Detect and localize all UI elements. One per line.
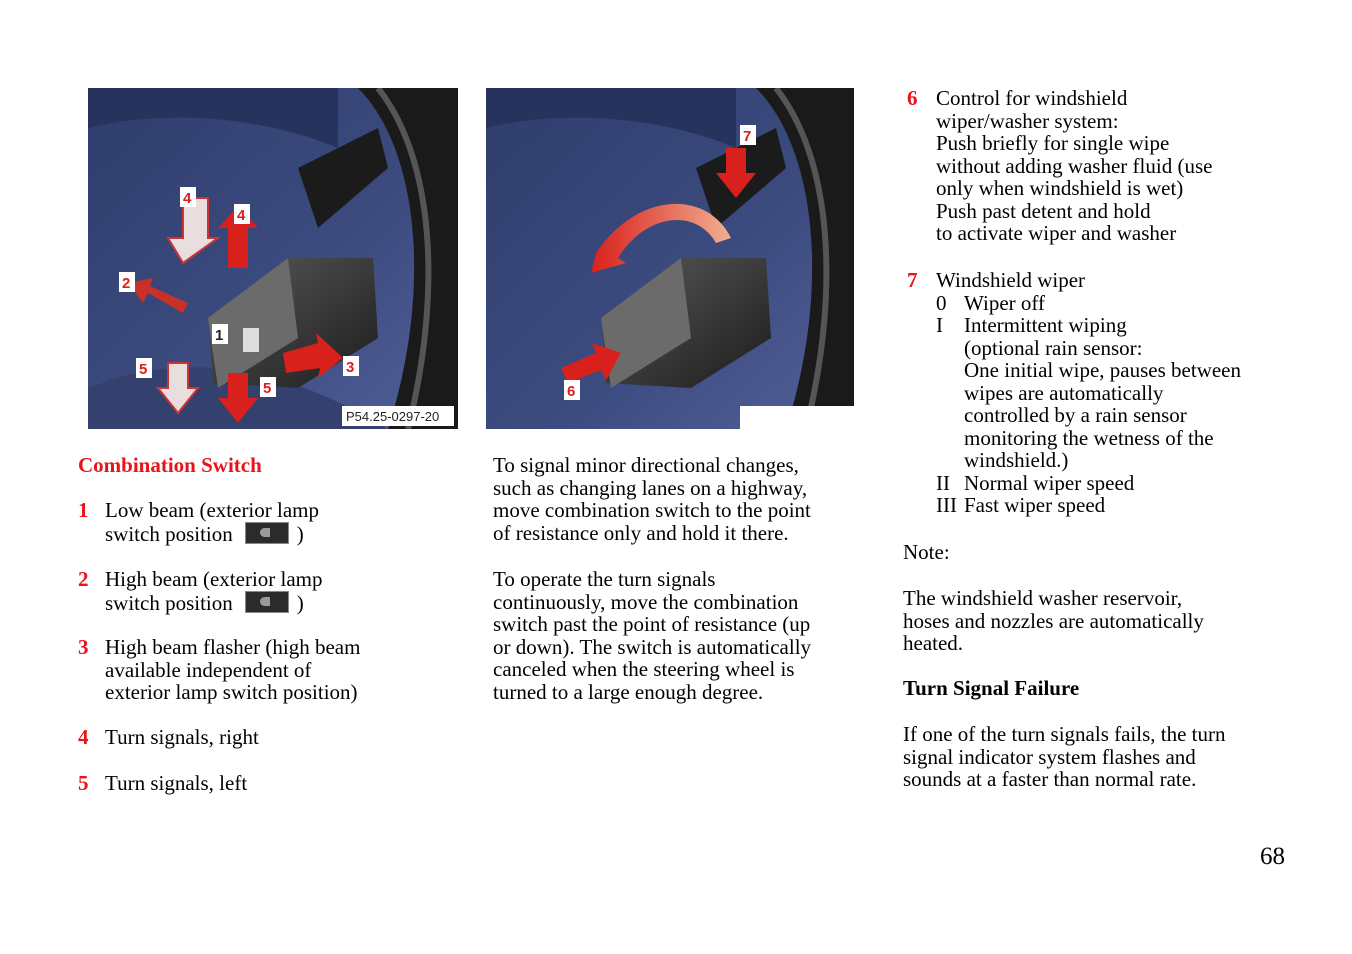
wiper-setting-I: I Intermittent wiping (optional rain sensor: One initial wipe, pauses between wipes are automatically controlled by a rain sensor monitoring the wetness of the windshield.)	[936, 313, 1241, 472]
combination-switch-photo-right	[486, 88, 854, 429]
section-heading: Combination Switch	[78, 453, 262, 477]
callout-3: 3	[346, 359, 355, 376]
callout-5b: 5	[263, 380, 272, 397]
callout-7: 7	[743, 128, 752, 145]
turn-signal-failure-heading: Turn Signal Failure	[903, 676, 1080, 700]
combination-switch-photo-left	[88, 88, 458, 429]
note-label: Note:	[903, 540, 950, 564]
turn-signal-failure-paragraph: If one of the turn signals fails, the turn signal indicator system flashes and sounds at a faster than normal rate.	[903, 722, 1226, 791]
low-beam-switch-icon	[245, 522, 289, 544]
callout-1: 1	[215, 327, 224, 344]
note-paragraph: The windshield washer reservoir, hoses and nozzles are automatically heated.	[903, 586, 1204, 655]
callout-4a: 4	[183, 190, 192, 207]
wiper-setting-III: III Fast wiper speed	[936, 493, 1106, 517]
callout-5a: 5	[139, 361, 148, 378]
continuous-turn-signal-paragraph: To operate the turn signals continuously, move the combination switch past the point of resistance (up or down). The switch is automatically canceled when the steering wheel is turned to a large enough degree.	[493, 567, 812, 704]
callout-4b: 4	[237, 207, 246, 224]
callout-2: 2	[122, 275, 131, 292]
high-beam-switch-icon	[245, 591, 289, 613]
wiper-setting-II: II Normal wiper speed	[936, 470, 1135, 495]
page-number: 68	[1260, 843, 1285, 870]
figure-code: P54.25-0297-20	[346, 409, 440, 424]
directional-change-paragraph: To signal minor directional changes, such as changing lanes on a highway, move combination switch to the point of resistance only and hold it there.	[493, 453, 811, 545]
wiper-setting-0: 0 Wiper off	[936, 290, 1045, 315]
callout-6: 6	[567, 383, 576, 400]
